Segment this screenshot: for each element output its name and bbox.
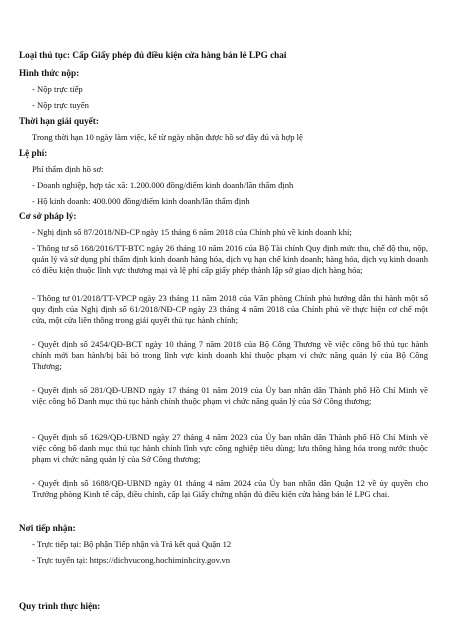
legal-basis-item: - Quyết định số 281/QĐ-UBND ngày 17 tháng 01 năm 2019 của Ủy ban nhân dân Thành phố Hồ Chí Minh về việc công bố Danh mục thủ tục hành chính thuộc phạm vi chức năng quản lý của Sở Công thương; bbox=[32, 385, 428, 406]
legal-basis-item: - Quyết định số 2454/QĐ-BCT ngày 10 tháng 7 năm 2018 của Bộ Công Thương về việc công bố thủ tục hành chính mới ban hành/bị bãi bỏ trong lĩnh vực kinh doanh khí thuộc phạm vi chức năng quản lý của Bộ Công Thương; bbox=[32, 339, 428, 371]
processing-time-heading: Thời hạn giải quyết: bbox=[19, 116, 99, 126]
submission-item: - Nộp trực tiếp bbox=[32, 84, 83, 94]
legal-basis-heading: Cơ sở pháp lý: bbox=[19, 211, 77, 221]
fee-item: - Hộ kinh doanh: 400.000 đồng/điểm kinh doanh/lần thẩm định bbox=[32, 196, 250, 206]
legal-basis-item: - Nghị định số 87/2018/NĐ-CP ngày 15 tháng 6 năm 2018 của Chính phủ về kinh doanh khí; bbox=[32, 227, 352, 237]
processing-time-text: Trong thời hạn 10 ngày làm việc, kể từ ngày nhận được hồ sơ đầy đủ và hợp lệ bbox=[32, 132, 303, 142]
submission-heading: Hình thức nộp: bbox=[19, 68, 80, 78]
fees-heading: Lệ phí: bbox=[19, 148, 48, 158]
legal-basis-item: - Thông tư số 168/2016/TT-BTC ngày 26 tháng 10 năm 2016 của Bộ Tài chính Quy định mức thu, chế độ thu, nộp, quản lý và sử dụng phí thẩm định kinh doanh hàng hóa, dịch vụ hạn chế kinh doanh; hàng hóa, dịch vụ kinh doanh có điều kiện thuộc lĩnh vực thương mại và lệ phí cấp giấy phép thành lập sở giao dịch hàng hóa; bbox=[32, 243, 428, 275]
fee-item: Phí thẩm định hồ sơ: bbox=[32, 164, 104, 174]
fee-item: - Doanh nghiệp, hợp tác xã: 1.200.000 đồng/điểm kinh doanh/lần thẩm định bbox=[32, 180, 294, 190]
legal-basis-item: - Quyết định số 1688/QĐ-UBND ngày 01 tháng 4 năm 2024 của Ủy ban nhân dân Quận 12 về ủy quyền cho Trưởng phòng Kinh tế cấp, điều chỉnh, cấp lại Giấy chứng nhận đủ điều kiện cửa hàng bán lẻ LPG chai. bbox=[32, 478, 428, 499]
legal-basis-item: - Thông tư 01/2018/TT-VPCP ngày 23 tháng 11 năm 2018 của Văn phòng Chính phủ hướng dẫn thi hành một số quy định của Nghị định số 61/2018/NĐ-CP ngày 23 tháng 4 năm 2018 của Chính phủ về thực hiện cơ chế một cửa, một cửa liên thông trong giải quyết thủ tục hành chính; bbox=[32, 293, 428, 325]
legal-basis-item: - Quyết định số 1629/QĐ-UBND ngày 27 tháng 4 năm 2023 của Ủy ban nhân dân Thành phố Hồ Chí Minh về việc công bố danh mục thủ tục hành chính lĩnh vực công nghiệp tiêu dùng; lưu thông hàng hóa trong nước thuộc phạm vi chức năng quản lý của Sở Công thương; bbox=[32, 432, 428, 464]
receiving-place-item: - Trực tiếp tại: Bộ phận Tiếp nhận và Trả kết quả Quận 12 bbox=[32, 539, 232, 549]
process-heading: Quy trình thực hiện: bbox=[19, 601, 101, 611]
procedure-type-value: Cấp Giấy phép đủ điều kiện cửa hàng bán lẻ LPG chai bbox=[72, 50, 287, 60]
submission-item: - Nộp trực tuyến bbox=[32, 100, 89, 110]
procedure-type-label: Loại thủ tục: bbox=[19, 50, 71, 60]
receiving-place-heading: Nơi tiếp nhận: bbox=[19, 523, 76, 533]
procedure-type bbox=[19, 50, 286, 61]
receiving-place-item: - Trực tuyến tại: https://dichvucong.hochiminhcity.gov.vn bbox=[32, 555, 231, 565]
